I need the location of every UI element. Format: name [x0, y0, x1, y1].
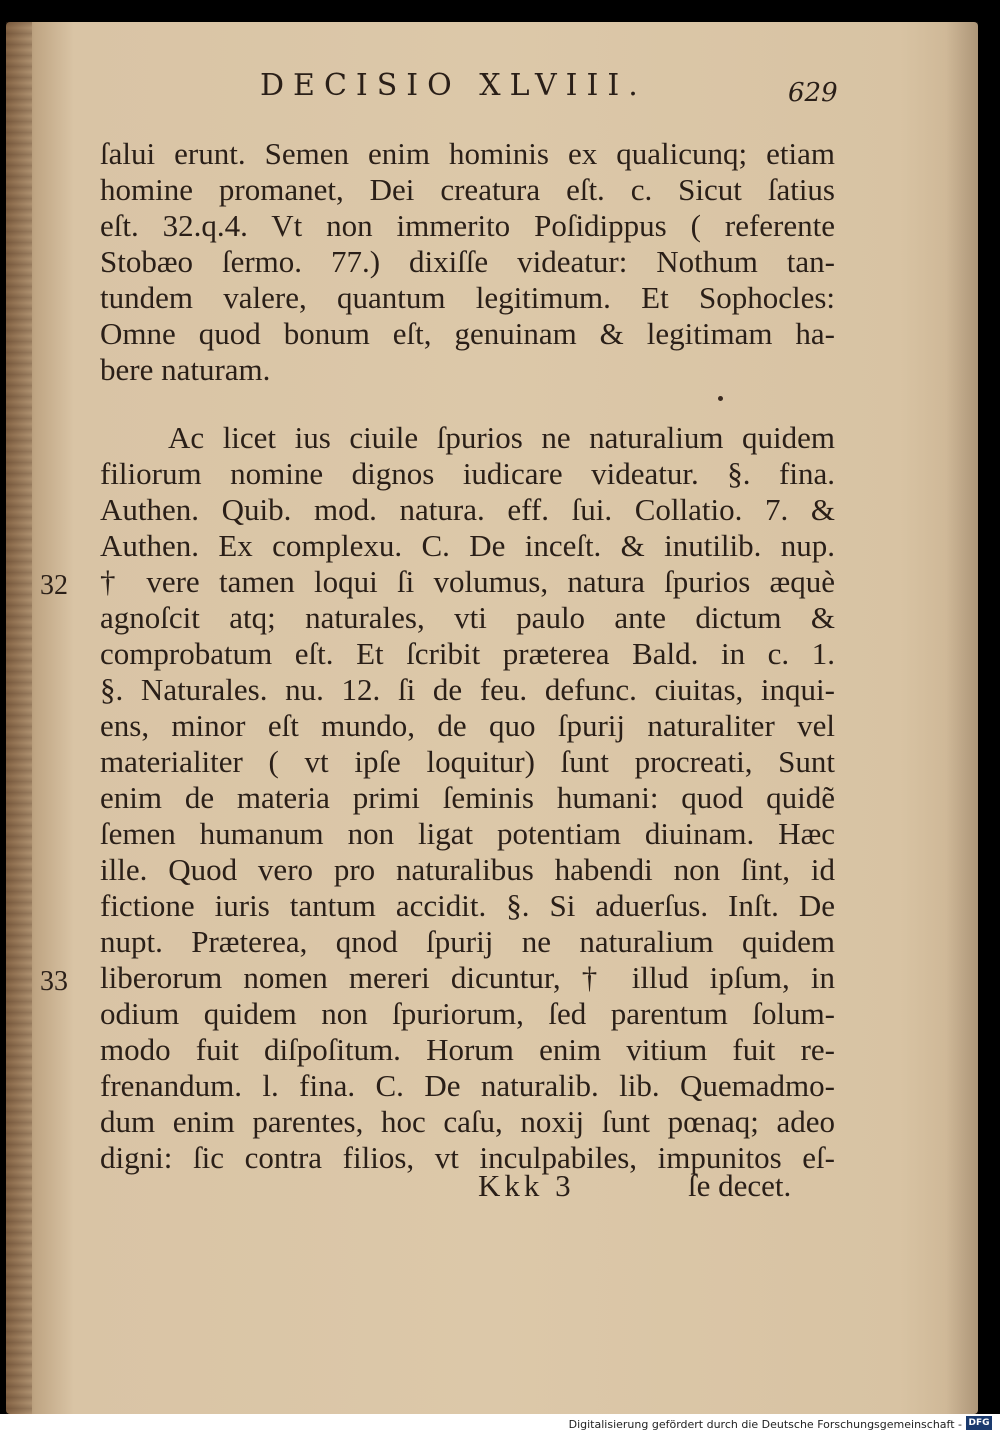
text-line: tundem valere, quantum legitimum. Et Sophocles: — [100, 280, 835, 315]
dfg-logo: DFG — [966, 1416, 992, 1430]
text-line: Stobæo ſermo. 77.) dixiſſe videatur: Nothum tan- — [100, 244, 835, 279]
text-line: Omne quod bonum eſt, genuinam & legitimam ha- — [100, 316, 835, 351]
text-line: agnoſcit atq; naturales, vti paulo ante dictum & — [100, 600, 835, 635]
text-line: enim de materia primi ſeminis humani: quod quidẽ — [100, 780, 835, 815]
text-line: filiorum nomine dignos iudicare videatur. §. fina. — [100, 456, 835, 491]
page-number: 629 — [788, 78, 838, 108]
text-line: homine promanet, Dei creatura eſt. c. Sicut ſatius — [100, 172, 835, 207]
text-line: odium quidem non ſpuriorum, ſed parentum ſolum- — [100, 996, 835, 1031]
text-line: fictione iuris tantum accidit. §. Si aduerſus. Inſt. De — [100, 888, 835, 923]
margin-note-number: 32 — [40, 570, 68, 601]
text-line: ſalui erunt. Semen enim hominis ex qualicunq; etiam — [100, 136, 835, 171]
paragraph-1 — [100, 136, 835, 388]
running-title: DECISIO XLVIII. — [260, 68, 647, 103]
text-line: Authen. Ex complexu. C. De inceſt. & inutilib. nup. — [100, 528, 835, 563]
text-line: ille. Quod vero pro naturalibus habendi non ſint, id — [100, 852, 835, 887]
text-line: §. Naturales. nu. 12. ſi de feu. defunc. ciuitas, inqui- — [100, 672, 835, 707]
text-line: modo fuit diſpoſitum. Horum enim vitium fuit re- — [100, 1032, 835, 1067]
text-line: frenandum. l. fina. C. De naturalib. lib. Quemadmo- — [100, 1068, 835, 1103]
catchword: ſe decet. — [688, 1168, 792, 1203]
text-line: ens, minor eſt mundo, de quo ſpurij naturaliter vel — [100, 708, 835, 743]
text-line: materialiter ( vt ipſe loquitur) ſunt procreati, Sunt — [100, 744, 835, 779]
digitization-credit: Digitalisierung gefördert durch die Deutsche Forschungsgemeinschaft - — [568, 1418, 962, 1431]
signature-mark: Kkk 3 — [478, 1168, 575, 1203]
paragraph-2 — [100, 420, 835, 1176]
text-line: comprobatum eſt. Et ſcribit præterea Bald. in c. 1. — [100, 636, 835, 671]
text-line: digni: ſic contra filios, vt inculpabiles, impunitos eſ- — [100, 1140, 835, 1175]
text-line: bere naturam. — [100, 352, 271, 387]
text-line: liberorum nomen mereri dicuntur, † illud ipſum, in — [100, 960, 835, 995]
text-line: ſemen humanum non ligat potentiam diuinam. Hæc — [100, 816, 835, 851]
text-line: dum enim parentes, hoc caſu, noxij ſunt pœnaq; adeo — [100, 1104, 835, 1139]
ink-dot — [718, 396, 723, 401]
text-line: eſt. 32.q.4. Vt non immerito Poſidippus ( referente — [100, 208, 835, 243]
text-line: Ac licet ius ciuile ſpurios ne naturalium quidem — [168, 420, 835, 455]
text-line: Authen. Quib. mod. natura. eff. ſui. Collatio. 7. & — [100, 492, 835, 527]
text-line: nupt. Præterea, qnod ſpurij ne naturalium quidem — [100, 924, 835, 959]
margin-note-number: 33 — [40, 966, 68, 997]
text-line: † vere tamen loqui ſi volumus, natura ſpurios æquè — [100, 564, 835, 599]
